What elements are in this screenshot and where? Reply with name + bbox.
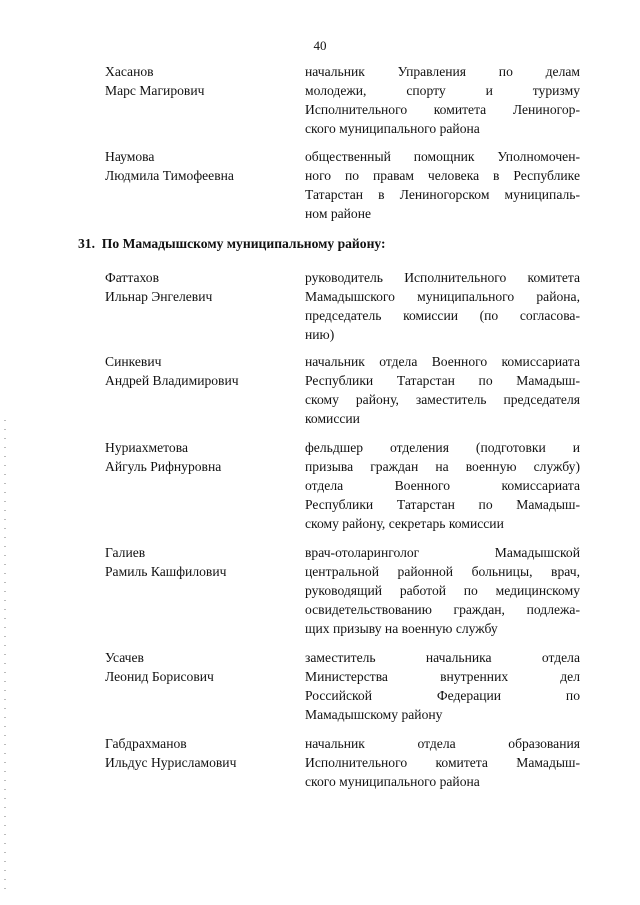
person-name: Наумова Людмила Тимофеевна <box>105 149 234 183</box>
person-role: фельдшер отделения (подготовки и призыва граждан на военную службу) отдела Военного комиссариата Республики Татарстан по Мамадыш- скому району, секретарь комиссии <box>305 440 580 531</box>
person-role: общественный помощник Уполномочен- ного по правам человека в Республике Татарстан в Лениногорском муниципаль- ном районе <box>305 149 580 221</box>
person-role: начальник отдела образования Исполнительного комитета Мамадыш- ского муниципального района <box>305 736 580 789</box>
person-role: начальник Управления по делам молодежи, спорту и туризму Исполнительного комитета Лениногор- ского муниципального района <box>305 64 580 136</box>
person-name: Синкевич Андрей Владимирович <box>105 354 239 388</box>
scan-margin-marks <box>4 420 6 890</box>
person-role: заместитель начальника отдела Министерства внутренних дел Российской Федерации по Мамадышскому району <box>305 650 580 722</box>
person-name: Галиев Рамиль Кашфилович <box>105 545 227 579</box>
person-name: Хасанов Марс Магирович <box>105 64 205 98</box>
person-role: начальник отдела Военного комиссариата Республики Татарстан по Мамадыш- скому району, заместитель председателя комиссии <box>305 354 580 426</box>
person-name: Фаттахов Ильнар Энгелевич <box>105 270 213 304</box>
person-name: Усачев Леонид Борисович <box>105 650 214 684</box>
section-heading: 31. По Мамадышскому муниципальному району: <box>78 236 386 251</box>
person-role: руководитель Исполнительного комитета Мамадышского муниципального района, председатель комиссии (по согласова- нию) <box>305 270 580 342</box>
person-name: Нуриахметова Айгуль Рифнуровна <box>105 440 222 474</box>
person-role: врач-отоларинголог Мамадышской центральной районной больницы, врач, руководящий работой по медицинскому освидетельствованию граждан, подлежа- щих призыву на военную службу <box>305 545 580 636</box>
page-number: 40 <box>313 38 327 53</box>
person-name: Габдрахманов Ильдус Нурисламович <box>105 736 237 770</box>
